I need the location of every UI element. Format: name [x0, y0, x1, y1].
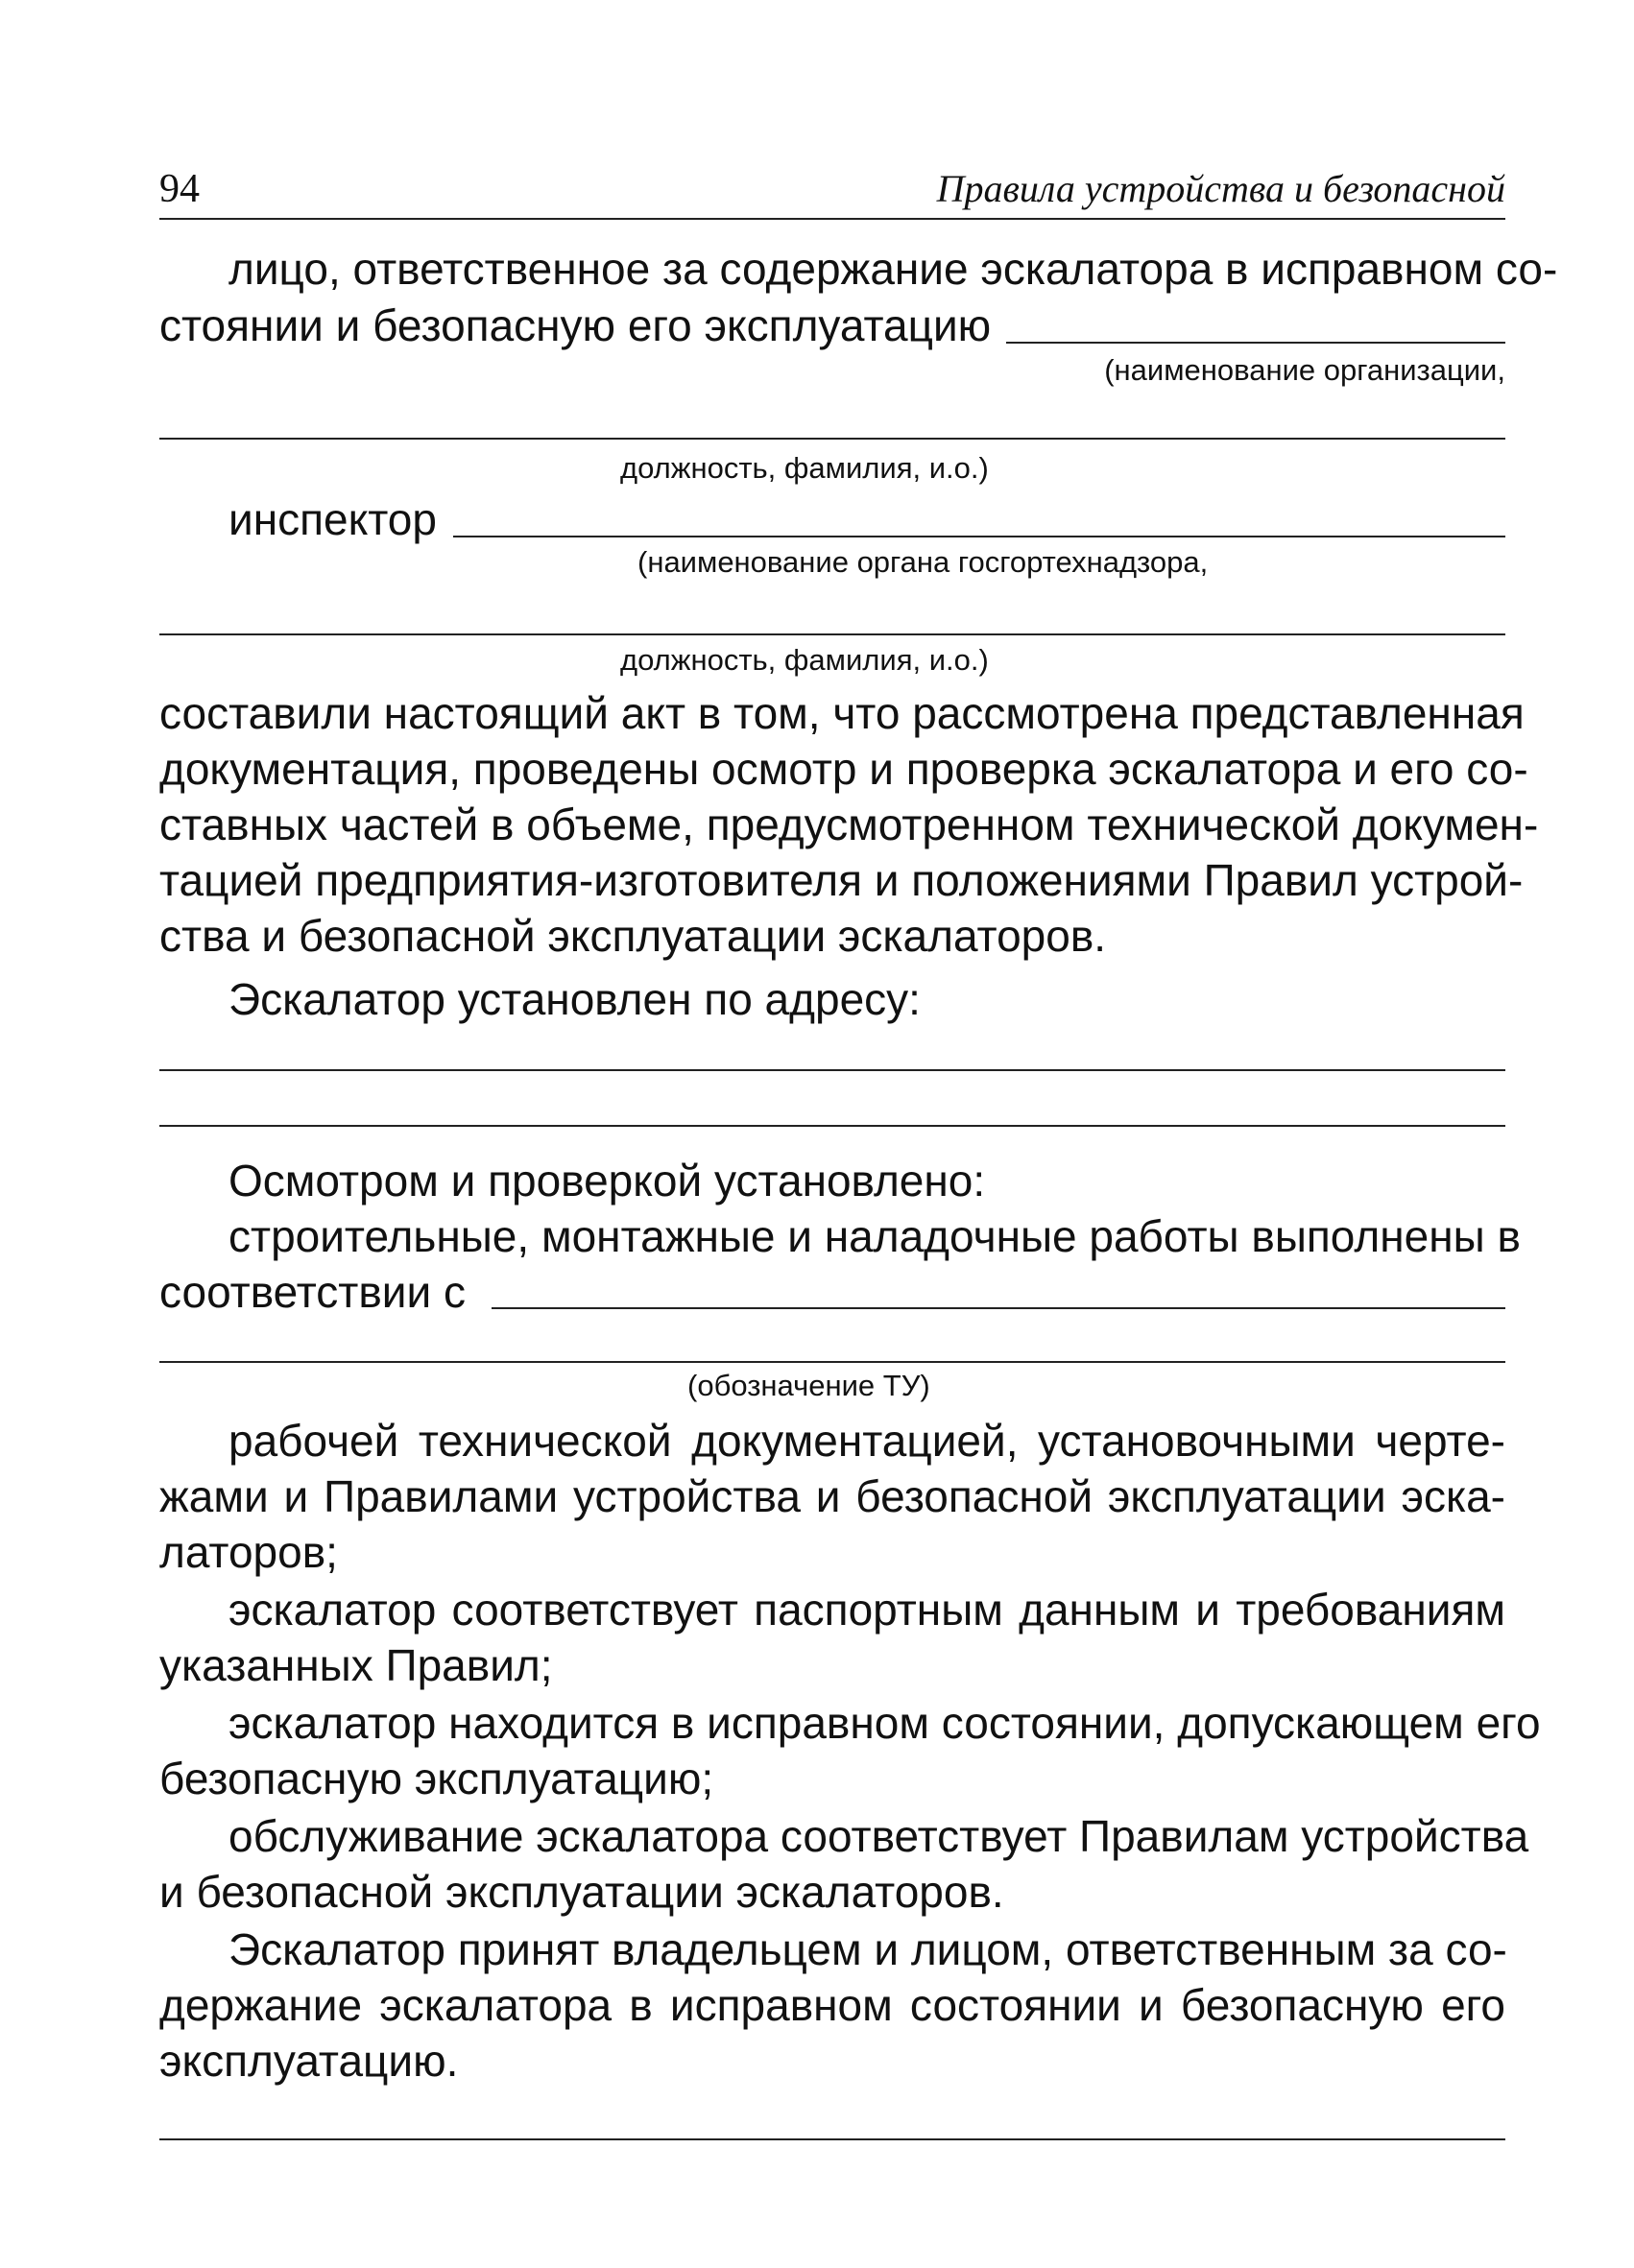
responsible-line-2	[159, 298, 991, 352]
inspector-org-blank[interactable]	[453, 536, 1505, 537]
running-title: Правила устройства и безопасной	[936, 167, 1505, 210]
paragraph1-line-2: документация, проведены осмотр и проверка эскалатора и его со-	[159, 744, 1528, 794]
inspector-caption-position: должность, фамилия, и.о.)	[620, 643, 989, 677]
item1-line-2: жами и Правилами устройства и безопасной эксплуатации эска-	[159, 1471, 1505, 1521]
responsible-caption-org: (наименование организации,	[1104, 353, 1505, 387]
specification-caption: (обозначение ТУ)	[687, 1369, 930, 1402]
item1-line-3: латоров;	[159, 1527, 338, 1577]
inspector-position-blank[interactable]	[159, 633, 1505, 635]
address-blank-1[interactable]	[159, 1069, 1505, 1071]
responsible-position-blank[interactable]	[159, 438, 1505, 440]
responsible-line-2-text: стоянии и безопасную его эксплуатацию	[159, 300, 992, 350]
item3-line-2: безопасную эксплуатацию;	[159, 1754, 714, 1803]
responsible-org-blank[interactable]	[1006, 342, 1505, 344]
inspector-label: инспектор	[228, 494, 437, 544]
acceptance-line-2: держание эскалатора в исправном состоянии и безопасную его	[159, 1980, 1505, 2030]
bottom-blank[interactable]	[159, 2138, 1505, 2140]
page-number: 94	[159, 167, 200, 211]
item2-line-2: указанных Правил;	[159, 1640, 553, 1690]
header-rule	[159, 218, 1505, 220]
acceptance-line-1: Эскалатор принят владельцем и лицом, ответственным за со-	[228, 1924, 1507, 1974]
item2-line-1: эскалатор соответствует паспортным данным и требованиям	[228, 1585, 1505, 1635]
acceptance-line-3: эксплуатацию.	[159, 2036, 459, 2086]
address-label: Эскалатор установлен по адресу:	[228, 974, 921, 1024]
responsible-caption-position: должность, фамилия, и.о.)	[620, 451, 989, 485]
item1-line-1: рабочей технической документацией, установочными черте-	[228, 1416, 1505, 1466]
specification-blank[interactable]	[492, 1307, 1505, 1309]
responsible-line-1: лицо, ответственное за содержание эскалатора в исправном со-	[228, 244, 1558, 294]
item4-line-1: обслуживание эскалатора соответствует Правилам устройства	[228, 1811, 1529, 1861]
inspection-heading: Осмотром и проверкой установлено:	[228, 1156, 986, 1206]
inspection-line-2: соответствии с	[159, 1267, 466, 1317]
paragraph1-line-5: ства и безопасной эксплуатации эскалаторов.	[159, 911, 1107, 961]
paragraph1-line-3: ставных частей в объеме, предусмотренном технической докумен-	[159, 800, 1539, 849]
address-blank-2[interactable]	[159, 1125, 1505, 1127]
inspector-caption-org: (наименование органа госгортехнадзора,	[637, 545, 1209, 579]
paragraph1-line-1: составили настоящий акт в том, что рассмотрена представленная	[159, 688, 1525, 738]
inspection-line-1: строительные, монтажные и наладочные работы выполнены в	[228, 1211, 1521, 1261]
item3-line-1: эскалатор находится в исправном состоянии, допускающем его	[228, 1698, 1541, 1748]
specification-blank-2[interactable]	[159, 1361, 1505, 1363]
item4-line-2: и безопасной эксплуатации эскалаторов.	[159, 1867, 1004, 1917]
paragraph1-line-4: тацией предприятия-изготовителя и положениями Правил устрой-	[159, 855, 1524, 905]
